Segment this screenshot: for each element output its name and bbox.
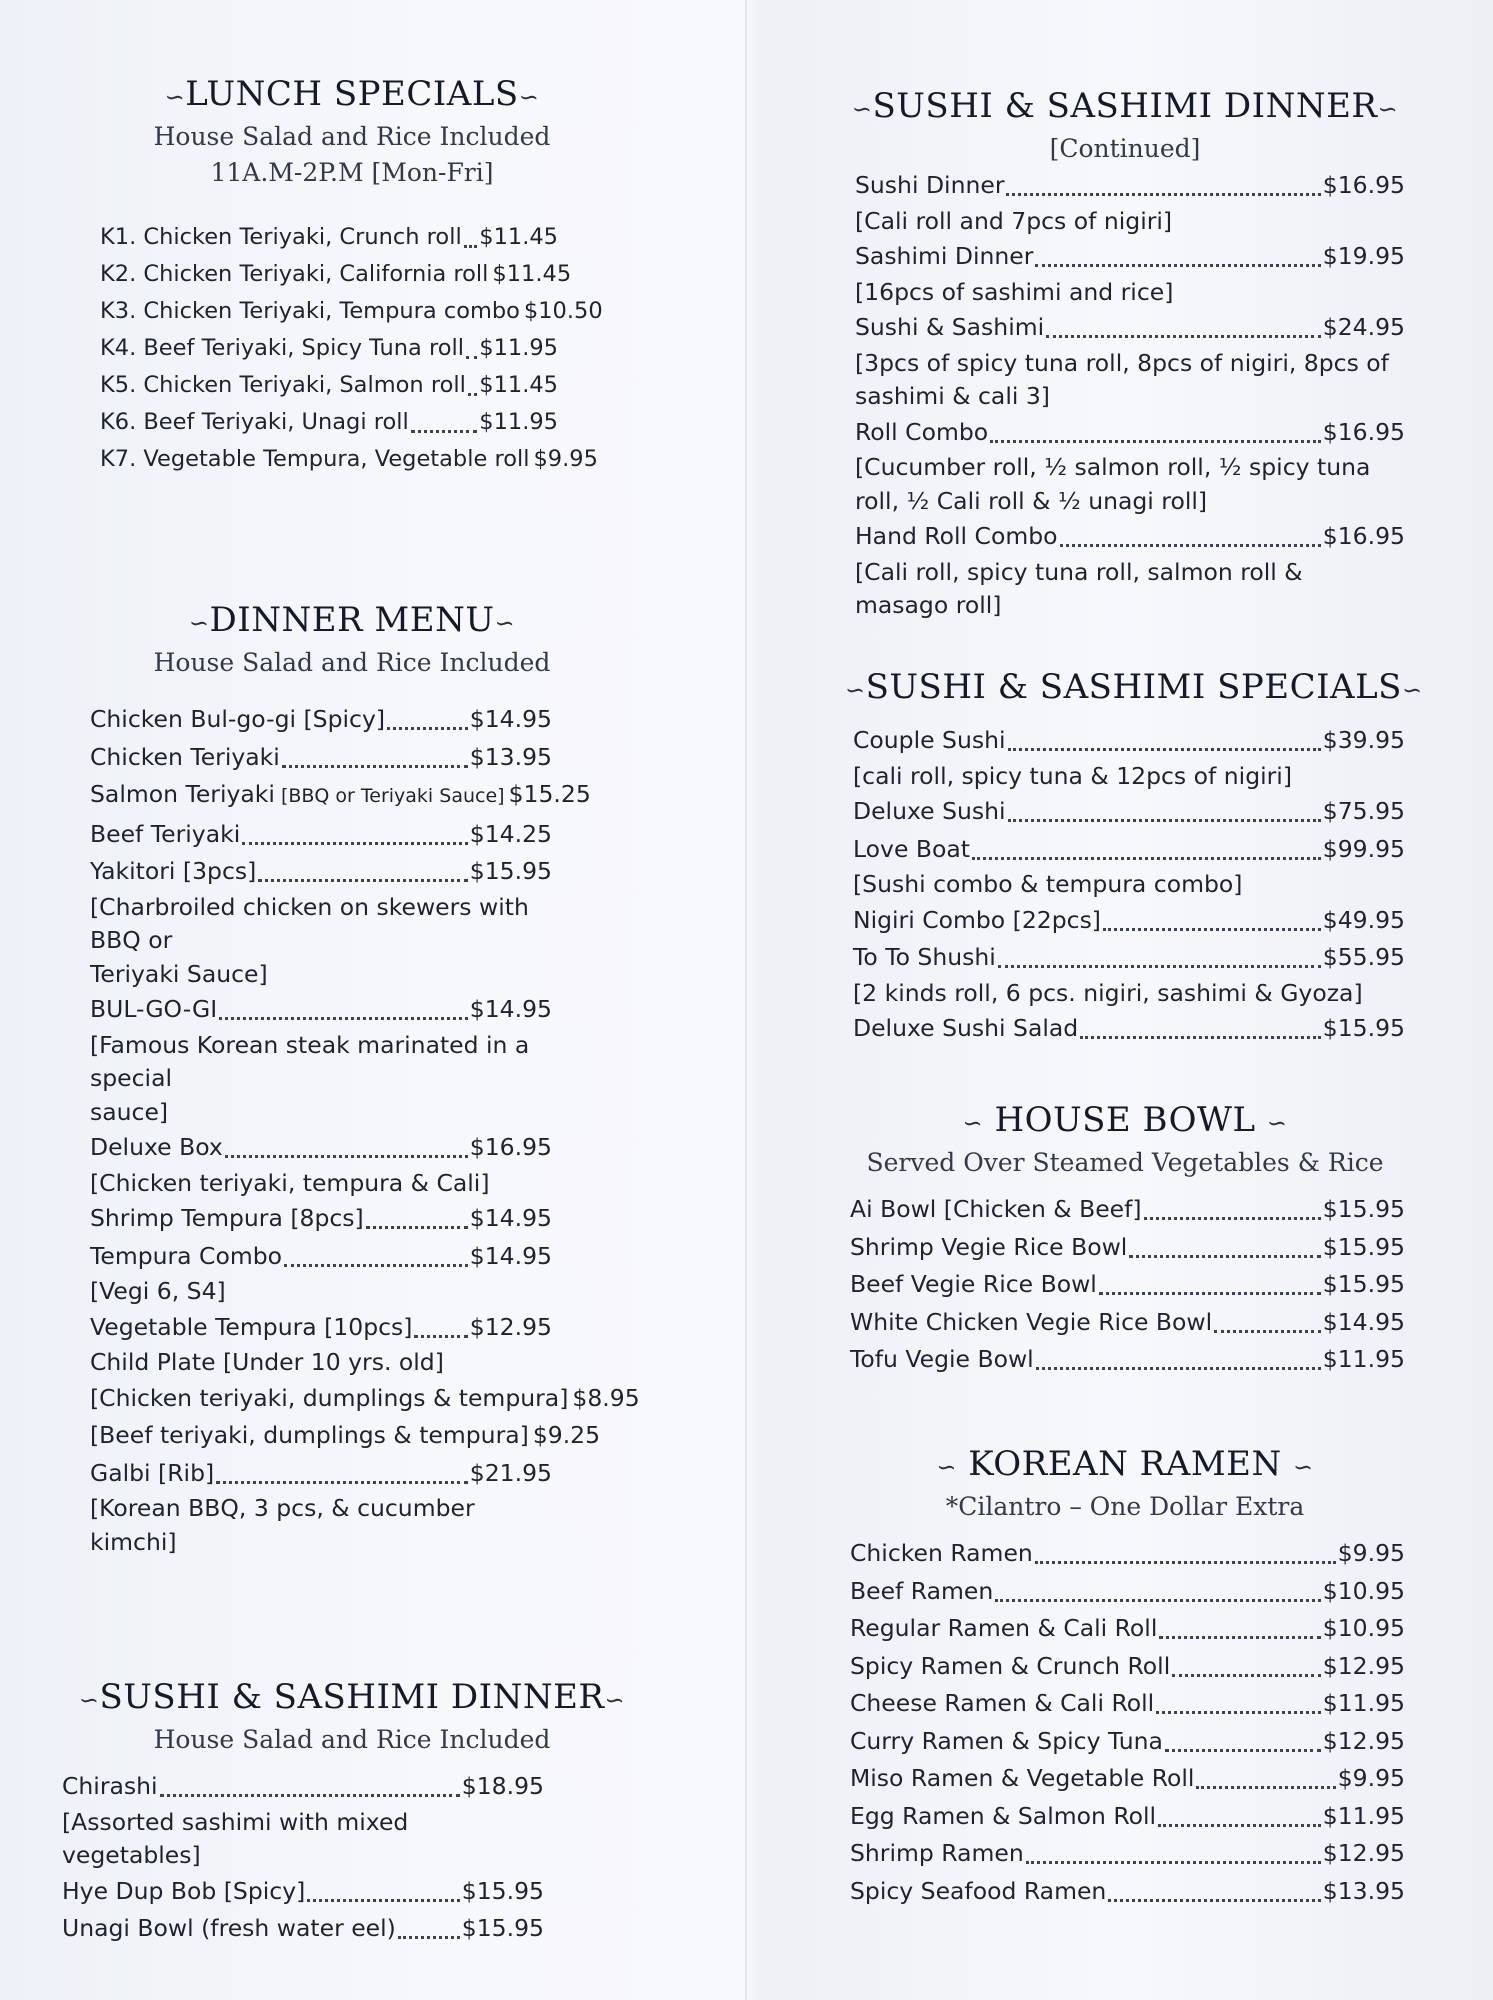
menu-item [62,1768,544,1806]
item-price: $14.95 [1322,1307,1405,1336]
menu-item [90,1380,640,1418]
dot-leader [216,1481,468,1484]
item-price: $11.95 [1322,1345,1405,1373]
dot-leader [1214,1330,1321,1333]
item-price: $11.45 [479,224,558,250]
item-name: Chirashi [62,1772,158,1800]
menu-item [850,1573,1405,1611]
section-subtitle: House Salad and Rice Included [153,1725,551,1754]
item-description: [3pcs of spicy tuna roll, 8pcs of nigiri, 8pcs of [855,348,1389,377]
item-list [62,191,642,478]
item-description: [Cucumber roll, ½ salmon roll, ½ spicy tuna [855,453,1371,481]
section-title: ∽LUNCH SPECIALS∽ [164,74,540,114]
menu-item [850,1798,1405,1836]
dot-leader [284,1264,468,1267]
dot-leader [1144,1217,1321,1220]
menu-item [850,1535,1405,1573]
item-list [845,167,1405,623]
item-price: $14.95 [469,1241,552,1270]
item-name: Beef Teriyaki [90,819,241,848]
menu-item [855,238,1405,276]
section-subtitle: [Continued] [1049,134,1201,163]
menu-item [100,404,558,441]
item-description: [Sushi combo & tempura combo] [853,870,1243,898]
dot-leader [1008,819,1321,822]
item-price: $9.25 [532,1421,601,1449]
item-price: $10.95 [1322,1614,1405,1642]
dot-leader [1008,748,1321,751]
item-price: $16.95 [1322,522,1405,550]
menu-item [100,219,558,256]
menu-item [855,518,1405,556]
item-description: [Chicken teriyaki, tempura & Cali] [90,1168,490,1197]
menu-item [100,330,558,367]
section-subtitle: House Salad and Rice Included [153,648,551,677]
menu-item [855,414,1405,452]
house-bowl-section [845,1098,1405,1379]
item-price: $11.95 [479,335,558,361]
item-name: Salmon Teriyaki [90,780,275,808]
menu-item [853,831,1405,869]
item-description: Child Plate [Under 10 yrs. old] [90,1348,444,1376]
item-description: [Cali roll and 7pcs of nigiri] [855,206,1173,235]
item-price: $11.45 [479,372,558,398]
item-option: [BBQ or Teriyaki Sauce] [280,785,505,807]
menu-item [90,1129,552,1167]
item-name: Spicy Seafood Ramen [850,1876,1107,1905]
menu-item [90,1417,601,1455]
menu-item [850,1229,1405,1267]
item-name: Shrimp Tempura [8pcs] [90,1204,364,1232]
item-name: Unagi Bowl (fresh water eel) [62,1914,396,1942]
menu-item [90,1455,552,1493]
item-name: K1. Chicken Teriyaki, Crunch roll [100,224,462,250]
dot-leader [1108,1899,1320,1902]
item-description: [2 kinds roll, 6 pcs. nigiri, sashimi & Gyoza] [853,978,1363,1007]
sushi-specials-section [845,665,1423,1048]
dot-leader [1172,1674,1321,1677]
dot-leader [1196,1786,1335,1789]
section-title: ∽SUSHI & SASHIMI SPECIALS∽ [845,667,1423,707]
sushi-dinner-section [62,1675,642,1948]
item-price: $49.95 [1322,905,1405,934]
dot-leader [219,1017,468,1020]
item-price: $16.95 [1322,171,1405,199]
item-list [845,1181,1405,1379]
item-description: masago roll] [855,591,1002,619]
item-name: Love Boat [853,834,971,863]
flourish-icon: ∽ [1377,95,1399,123]
item-name: Tofu Vegie Bowl [850,1345,1034,1373]
dot-leader [1006,193,1320,196]
item-name: Ai Bowl [Chicken & Beef] [850,1195,1142,1223]
lunch-specials-section [62,72,642,478]
item-price: $15.95 [1322,1014,1405,1042]
item-price: $9.95 [533,446,598,472]
dot-leader [366,1226,468,1229]
menu-item [90,1238,552,1276]
item-price: $18.95 [461,1772,544,1800]
item-name: Beef Vegie Rice Bowl [850,1270,1097,1298]
item-list [62,1758,642,1948]
section-subtitle: Served Over Steamed Vegetables & Rice [866,1148,1384,1177]
flourish-icon: ∽ [494,609,516,637]
dot-leader [1035,264,1320,267]
item-price: $15.95 [1322,1232,1405,1261]
menu-item [100,441,598,478]
item-price: $11.45 [492,261,572,287]
item-name: [Chicken teriyaki, dumplings & tempura] [90,1383,569,1412]
item-description: [Charbroiled chicken on skewers with BBQ or [90,892,529,954]
menu-item [100,367,558,404]
menu-item [850,1648,1405,1686]
item-price: $10.50 [523,298,603,324]
menu-item [850,1835,1405,1873]
item-name: Nigiri Combo [22pcs] [853,905,1101,934]
item-description: [Korean BBQ, 3 pcs, & cucumber kimchi] [90,1494,475,1556]
menu-item [62,1873,544,1911]
item-list [62,681,642,1559]
item-name: Sushi & Sashimi [855,313,1045,341]
item-price: $16.95 [1322,417,1405,446]
item-name: [Beef teriyaki, dumplings & tempura] [90,1421,529,1449]
item-description: [Vegi 6, S4] [90,1277,226,1305]
menu-item [90,991,552,1029]
dot-leader [258,879,467,882]
item-name: Spicy Ramen & Crunch Roll [850,1651,1171,1680]
menu-item [90,1309,552,1347]
item-name: Shrimp Vegie Rice Bowl [850,1232,1128,1261]
dot-leader [1036,1367,1321,1370]
menu-item [850,1760,1405,1798]
item-name: Hye Dup Bob [Spicy] [62,1876,306,1905]
dot-leader [1129,1255,1320,1258]
item-name: Beef Ramen [850,1576,994,1605]
item-name: Egg Ramen & Salmon Roll [850,1801,1157,1830]
menu-item [850,1304,1405,1342]
item-name: K5. Chicken Teriyaki, Salmon roll [100,372,466,398]
menu-item [853,939,1405,977]
dot-leader [1046,335,1321,338]
flourish-icon: ∽ [78,1686,100,1714]
item-name: Galbi [Rib] [90,1458,215,1487]
menu-item [90,739,552,777]
item-description: [Assorted sashimi with mixed vegetables] [62,1807,409,1869]
item-name: K6. Beef Teriyaki, Unagi roll [100,409,409,435]
dot-leader [1103,928,1321,931]
item-name: Couple Sushi [853,726,1006,754]
menu-item [853,722,1405,760]
item-description: [Cali roll, spicy tuna roll, salmon roll & [855,557,1303,586]
item-name: Tempura Combo [90,1241,283,1270]
dot-leader [972,857,1321,860]
dot-leader [1156,1711,1321,1714]
item-price: $14.25 [469,819,552,848]
section-title: ∽DINNER MENU∽ [188,600,516,640]
item-price: $9.95 [1337,1539,1405,1567]
item-price: $99.95 [1322,834,1405,863]
flourish-icon: ∽ [518,83,540,111]
item-list [845,712,1405,1048]
dot-leader [387,727,468,730]
item-name: Sushi Dinner [855,171,1005,199]
item-name: Vegetable Tempura [10pcs] [90,1312,413,1341]
korean-ramen-section [845,1442,1405,1910]
item-name: White Chicken Vegie Rice Bowl [850,1307,1213,1336]
item-name: To To Shushi [853,943,996,971]
item-price: $14.95 [469,705,552,733]
dot-leader [1165,1749,1321,1752]
dot-leader [282,765,468,768]
menu-item [850,1723,1405,1761]
dot-leader [1060,544,1321,547]
item-price: $24.95 [1322,313,1405,341]
item-name: Regular Ramen & Cali Roll [850,1614,1158,1642]
flourish-icon: ∽ [1266,1109,1288,1137]
menu-item [853,793,1405,831]
dinner-menu-section [62,598,642,1559]
item-price: $15.95 [1322,1195,1405,1223]
item-name: Yakitori [3pcs] [90,857,257,885]
item-name: Deluxe Sushi [853,797,1006,825]
item-price: $15.95 [1322,1270,1405,1298]
flourish-icon: ∽ [188,609,210,637]
menu-item [100,256,572,293]
sushi-dinner-continued-section [845,84,1405,623]
menu-item [855,309,1405,347]
item-description: [cali roll, spicy tuna & 12pcs of nigiri] [853,761,1292,790]
item-price: $55.95 [1322,943,1405,971]
item-description: Teriyaki Sauce] [90,959,268,988]
item-name: Chicken Teriyaki [90,742,280,771]
item-name: K4. Beef Teriyaki, Spicy Tuna roll [100,335,464,361]
flourish-icon: ∽ [164,83,186,111]
item-name: BUL-GO-GI [90,995,218,1023]
flourish-icon: ∽ [845,676,866,704]
dot-leader [466,356,477,359]
item-name: Shrimp Ramen [850,1839,1024,1867]
flourish-icon: ∽ [1293,1453,1314,1481]
item-name: Hand Roll Combo [855,522,1058,550]
item-price: $9.95 [1337,1764,1405,1792]
item-price: $10.95 [1322,1576,1405,1605]
dot-leader [160,1794,460,1797]
item-price: $75.95 [1322,797,1405,825]
menu-item [90,1200,552,1238]
dot-leader [225,1155,468,1158]
item-price: $15.95 [461,1914,544,1942]
menu-item [855,167,1405,205]
flourish-icon: ∽ [604,1686,626,1714]
item-name: Sashimi Dinner [855,242,1034,270]
menu-item [850,1873,1405,1911]
item-description: [Famous Korean steak marinated in a special [90,1030,530,1092]
dot-leader [995,1599,1321,1602]
item-description: roll, ½ Cali roll & ½ unagi roll] [855,486,1208,515]
section-subtitle: House Salad and Rice Included [153,122,551,151]
item-price: $11.95 [1322,1801,1405,1830]
page-fold [745,0,747,2000]
dot-leader [468,393,477,396]
item-price: $11.95 [1322,1689,1405,1717]
item-price: $19.95 [1322,242,1405,270]
dot-leader [414,1335,467,1338]
item-name: Miso Ramen & Vegetable Roll [850,1764,1195,1792]
section-title: ∽SUSHI & SASHIMI DINNER∽ [78,1677,626,1717]
menu-item [853,902,1405,940]
dot-leader [990,440,1321,443]
dot-leader [998,965,1321,968]
dot-leader [1026,1861,1321,1864]
section-title: ∽ HOUSE BOWL ∽ [962,1100,1288,1140]
dot-leader [1035,1561,1336,1564]
item-name: K2. Chicken Teriyaki, California roll [100,261,489,287]
item-price: $11.95 [479,409,558,435]
item-price: $12.95 [1322,1651,1405,1680]
item-name: Curry Ramen & Spicy Tuna [850,1726,1163,1755]
item-name: K3. Chicken Teriyaki, Tempura combo [100,298,520,324]
dot-leader [1099,1292,1321,1295]
dot-leader [1080,1036,1321,1039]
item-description: sauce] [90,1097,169,1126]
item-name: Chicken Bul-go-gi [Spicy] [90,705,386,733]
item-price: $39.95 [1322,726,1405,754]
menu-item [90,776,591,816]
item-name: Chicken Ramen [850,1539,1033,1567]
item-price: $13.95 [469,742,552,771]
item-price: $12.95 [1322,1726,1405,1755]
flourish-icon: ∽ [851,95,873,123]
flourish-icon: ∽ [936,1453,957,1481]
item-price: $21.95 [469,1458,552,1487]
flourish-icon: ∽ [962,1109,984,1137]
section-title: ∽SUSHI & SASHIMI DINNER∽ [851,86,1399,126]
dot-leader [242,842,468,845]
dot-leader [398,1936,460,1939]
item-price: $14.95 [469,995,552,1023]
dot-leader [307,1899,459,1902]
item-description: sashimi & cali 3] [855,382,1050,410]
menu-item [850,1191,1405,1229]
menu-item [100,293,603,330]
menu-item [853,1010,1405,1048]
item-name: Cheese Ramen & Cali Roll [850,1689,1155,1717]
section-subtitle: *Cilantro – One Dollar Extra [945,1492,1305,1521]
section-title: ∽ KOREAN RAMEN ∽ [936,1444,1314,1484]
item-name: K7. Vegetable Tempura, Vegetable roll [100,446,530,472]
item-list [845,1525,1405,1910]
item-price: $13.95 [1322,1876,1405,1905]
item-price: $16.95 [469,1133,552,1161]
item-description: [16pcs of sashimi and rice] [855,277,1174,306]
item-price: $15.95 [469,857,552,885]
dot-leader [1159,1636,1320,1639]
menu-item [90,853,552,891]
menu-item [850,1341,1405,1379]
lunch-hours: 11A.M-2P.M [Mon-Fri] [210,158,494,187]
menu-item [850,1685,1405,1723]
dot-leader [464,245,478,248]
menu-item [850,1610,1405,1648]
menu-item [90,701,552,739]
item-price: $8.95 [572,1383,640,1412]
flourish-icon: ∽ [1401,676,1423,704]
menu-item [62,1910,544,1948]
menu-item [850,1266,1405,1304]
item-price: $15.95 [461,1876,544,1905]
dot-leader [1158,1824,1321,1827]
item-price: $15.25 [508,780,591,808]
menu-item [90,816,552,854]
item-name: Deluxe Sushi Salad [853,1014,1079,1042]
item-name: Roll Combo [855,417,989,446]
item-price: $12.95 [1322,1839,1405,1867]
item-name: Deluxe Box [90,1133,223,1161]
item-price: $14.95 [469,1204,552,1232]
item-price: $12.95 [469,1312,552,1341]
dot-leader [411,430,478,433]
